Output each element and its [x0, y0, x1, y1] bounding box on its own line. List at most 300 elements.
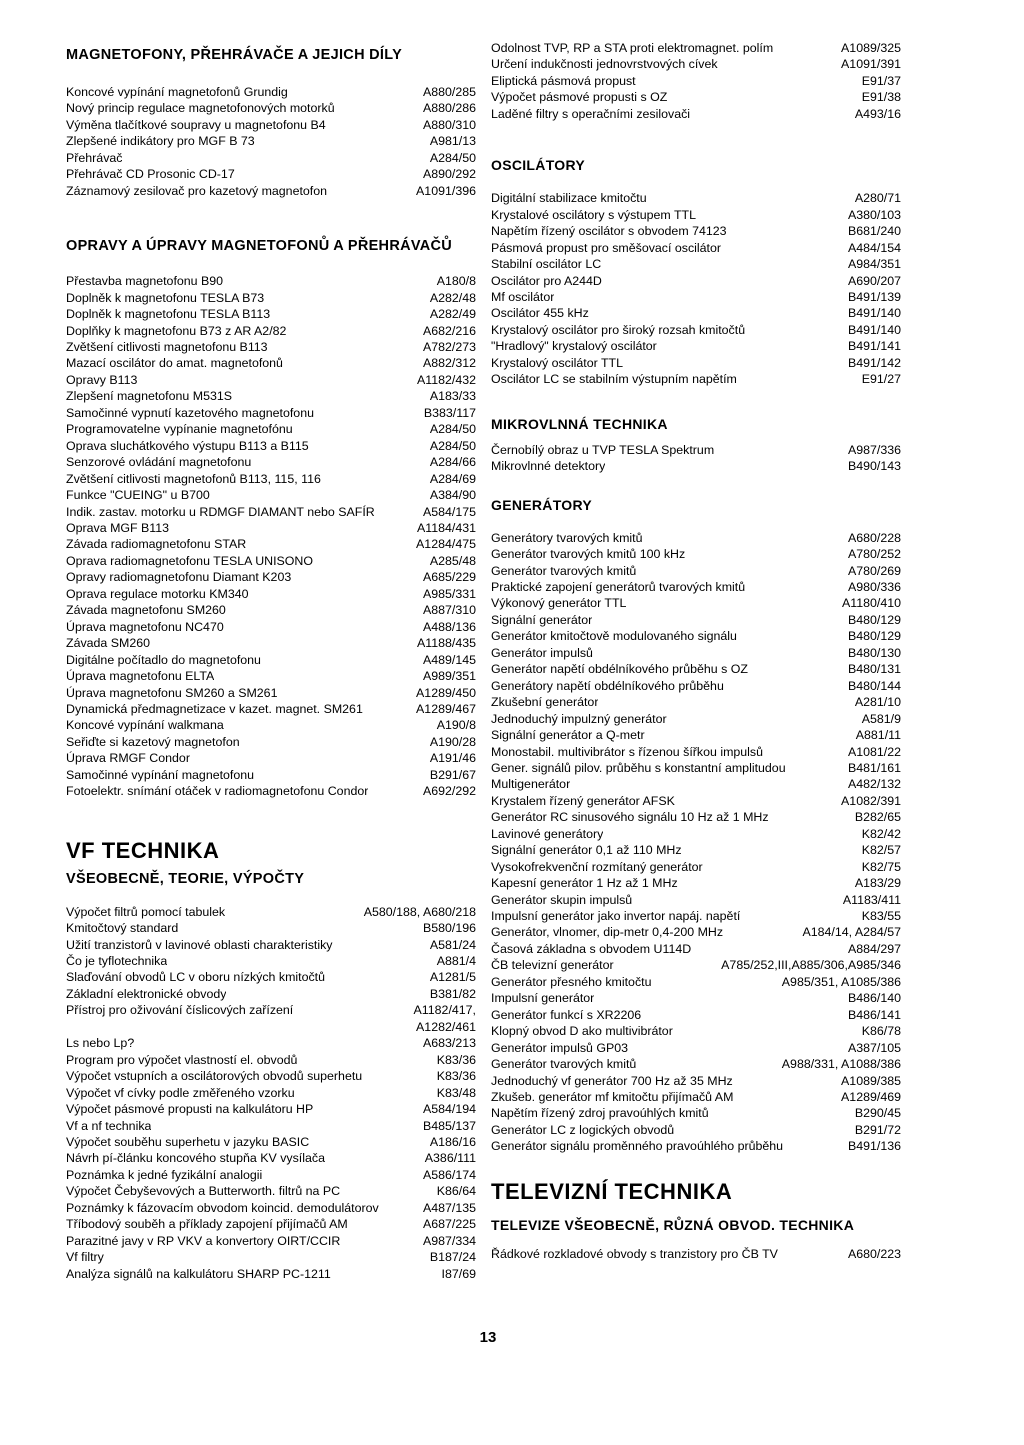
item-reference: A881/11	[855, 728, 901, 743]
list-item	[66, 1150, 476, 1166]
generatory-heading: GENERÁTORY	[491, 496, 593, 513]
item-reference: A988/331, A1088/386	[781, 1057, 901, 1072]
item-reference: B480/131	[847, 662, 901, 677]
item-title: Koncové vypínání walkmana	[66, 718, 224, 733]
item-title: Výkonový generátor TTL	[491, 596, 627, 611]
item-reference: I87/69	[441, 1266, 476, 1281]
list-item	[491, 563, 901, 579]
item-reference: B490/143	[847, 459, 901, 474]
page-number: 13	[479, 1329, 497, 1346]
list-item	[66, 1183, 476, 1199]
item-reference: A1183/411	[842, 892, 901, 907]
item-title: Tříbodový souběh a příklady zapojení přijímačů AM	[66, 1217, 348, 1232]
list-item	[491, 458, 901, 474]
item-title: Napětím řízený zdroj pravoúhlých kmitů	[491, 1106, 709, 1121]
magnetofony-heading: MAGNETOFONY, PŘEHRÁVAČE A JEJICH DÍLY	[66, 47, 403, 63]
item-reference: B486/140	[847, 991, 901, 1006]
item-reference: A1289/450	[416, 685, 476, 700]
item-title: Oprava MGF B113	[66, 520, 170, 535]
item-title: Generátory tvarových kmitů	[491, 530, 643, 545]
item-reference: A692/292	[422, 784, 476, 799]
mikrovlnna-list	[491, 442, 901, 475]
item-reference: A985/331	[422, 586, 476, 601]
vseobecne-list-a	[66, 904, 476, 1019]
item-title: Doplněk k magnetofonu TESLA B73	[66, 290, 265, 305]
item-reference: A489/145	[422, 652, 476, 667]
list-item	[491, 612, 901, 628]
list-item	[491, 1246, 901, 1262]
list-item	[66, 504, 476, 520]
item-reference: A484/154	[847, 240, 901, 255]
item-reference: A1188/435	[416, 636, 476, 651]
item-reference: A1089/325	[841, 41, 901, 55]
item-title: Generátor tvarových kmitů	[491, 563, 637, 578]
item-title: Slaďování obvodů LC v oboru nízkých kmitočtů	[66, 970, 326, 985]
item-title: Stabilní oscilátor LC	[491, 257, 602, 272]
list-item	[66, 438, 476, 454]
item-reference: B291/67	[429, 767, 476, 782]
item-title: Oscilátor 455 kHz	[491, 306, 589, 321]
list-item	[66, 1167, 476, 1183]
item-reference: A881/4	[436, 954, 476, 969]
list-item	[491, 273, 901, 289]
item-title: Výpočet souběhu superhetu v jazyku BASIC	[66, 1135, 310, 1150]
item-title: Vf filtry	[66, 1250, 104, 1265]
list-item	[491, 809, 901, 825]
item-title: Generátor signálu proměnného pravoúhlého průběhu	[491, 1139, 784, 1154]
list-item	[491, 56, 901, 72]
item-reference: A890/292	[422, 167, 476, 182]
vseobecne-continuation	[66, 1019, 476, 1035]
item-title: Výpočet vstupních a oscilátorových obvodů superhetu	[66, 1069, 363, 1084]
item-title: Generátor RC sinusového signálu 10 Hz až 1 MHz	[491, 810, 769, 825]
item-title: Oscilátor LC se stabilním výstupním napětím	[491, 372, 737, 387]
list-item	[491, 371, 901, 387]
item-title: Přehrávač CD Prosonic CD-17	[66, 167, 235, 182]
item-reference: A1184/431	[416, 520, 476, 535]
list-item	[491, 322, 901, 338]
item-reference: A586/174	[422, 1167, 476, 1182]
item-reference: B580/196	[422, 921, 476, 936]
item-reference: A984/351	[847, 257, 901, 272]
list-item	[66, 569, 476, 585]
list-item	[66, 1118, 476, 1134]
list-item	[66, 635, 476, 651]
item-title: Generátor přesného kmitočtu	[491, 974, 652, 989]
list-item	[66, 117, 476, 133]
item-reference: K83/48	[436, 1085, 476, 1100]
item-title: Pásmová propust pro směšovací oscilátor	[491, 240, 722, 255]
item-title: Mf oscilátor	[491, 289, 555, 304]
vseobecne-list-b	[66, 1035, 476, 1282]
list-item	[491, 256, 901, 272]
list-item	[66, 586, 476, 602]
item-title: Výpočet Čebyševových a Butterworth. filtrů na PC	[66, 1184, 341, 1199]
item-title: Výpočet pásmové propusti na kalkulátoru HP	[66, 1102, 314, 1117]
list-item	[66, 1134, 476, 1150]
list-item	[66, 520, 476, 536]
list-item	[66, 306, 476, 322]
item-title: Základní elektronické obvody	[66, 986, 227, 1001]
item-reference: B491/142	[847, 355, 901, 370]
item-reference: A981/13	[429, 134, 476, 149]
list-item	[491, 661, 901, 677]
item-reference: A780/269	[847, 563, 901, 578]
item-reference: A1182/417,	[413, 1003, 476, 1018]
item-title: Samočinné vypnutí kazetového magnetofonu	[66, 405, 314, 420]
item-title: Výpočet filtrů pomocí tabulek	[66, 904, 226, 919]
item-title: Výpočet pásmové propusti s OZ	[491, 90, 668, 105]
item-title: Senzorové ovládání magnetofonu	[66, 455, 252, 470]
item-reference: A680/223	[847, 1246, 901, 1261]
list-item	[66, 1249, 476, 1265]
list-item	[491, 1040, 901, 1056]
item-title: Ls nebo Lp?	[66, 1036, 135, 1051]
item-title: Lavinové generátory	[491, 826, 604, 841]
item-reference: A282/48	[429, 290, 476, 305]
item-title: Mazací oscilátor do amat. magnetofonů	[66, 356, 283, 371]
list-item	[66, 1101, 476, 1117]
item-title: Přestavba magnetofonu B90	[66, 274, 224, 289]
item-title: Nový princip regulace magnetofonových motorků	[66, 101, 335, 116]
generatory-list	[491, 530, 901, 1155]
item-title: Krystalový oscilátor pro široký rozsah kmitočtů	[491, 322, 746, 337]
list-item	[491, 530, 901, 546]
item-reference: A884/297	[847, 941, 901, 956]
list-item	[491, 240, 901, 256]
item-title: Praktické zapojení generátorů tvarových kmitů	[491, 579, 746, 594]
item-reference: K83/36	[436, 1069, 476, 1084]
item-reference: A184/14, A284/57	[802, 925, 901, 940]
list-item	[491, 40, 901, 56]
item-reference: A584/175	[422, 504, 476, 519]
item-title: Závada SM260	[66, 636, 151, 651]
item-title: Napětím řízený oscilátor s obvodem 74123	[491, 224, 727, 239]
item-reference: A880/285	[422, 85, 476, 99]
item-reference: A284/50	[429, 438, 476, 453]
item-reference: A191/46	[429, 751, 476, 766]
item-reference: A183/33	[429, 389, 476, 404]
list-item	[491, 1138, 901, 1154]
item-reference: A782/273	[422, 339, 476, 354]
item-title: Čo je tyflotechnika	[66, 954, 168, 969]
item-reference: B481/161	[847, 760, 901, 775]
televizni-technika-heading: TELEVIZNÍ TECHNIKA	[491, 1178, 733, 1204]
item-title: Impulsní generátor jako invertor napáj. napětí	[491, 909, 741, 924]
list-item	[491, 678, 901, 694]
item-reference: A284/50	[429, 150, 476, 165]
list-item	[491, 941, 901, 957]
list-item	[491, 338, 901, 354]
item-reference: A987/336	[847, 442, 901, 457]
list-item	[491, 957, 901, 973]
item-title: Krystalové oscilátory s výstupem TTL	[491, 207, 696, 222]
item-reference: A380/103	[847, 207, 901, 222]
item-reference: B480/144	[847, 678, 901, 693]
item-title: Přístroj pro oživování číslicových zařízení	[66, 1003, 294, 1018]
list-item	[491, 859, 901, 875]
item-title: ČB televizní generátor	[491, 958, 614, 973]
list-item	[66, 734, 476, 750]
item-title: Program pro výpočet vlastností el. obvodů	[66, 1052, 298, 1067]
item-reference: A482/132	[847, 777, 901, 792]
item-title: Opravy B113	[66, 372, 138, 387]
item-reference: A285/48	[429, 553, 476, 568]
item-title: Gener. signálů pilov. průběhu s konstantní amplitudou	[491, 760, 786, 775]
list-item	[491, 207, 901, 223]
item-title: Monostabil. multivibrátor s řízenou šířkou impulsů	[491, 744, 764, 759]
right-column	[491, 40, 901, 1262]
item-title: Programovatelne vypínanie magnetofónu	[66, 422, 293, 437]
list-item	[491, 628, 901, 644]
item-reference: A1289/467	[416, 701, 476, 716]
list-item	[491, 1007, 901, 1023]
item-reference: A1180/410	[841, 596, 901, 611]
item-reference: A882/312	[422, 356, 476, 371]
item-reference: K86/64	[436, 1184, 476, 1199]
list-item	[491, 442, 901, 458]
list-item	[491, 793, 901, 809]
item-reference: B480/129	[847, 629, 901, 644]
item-title: Krystalový oscilátor TTL	[491, 355, 623, 370]
list-item	[66, 701, 476, 717]
list-item	[491, 1105, 901, 1121]
item-reference: B486/141	[847, 1007, 901, 1022]
magnetofony-list	[66, 84, 476, 199]
item-title: Vf a nf technika	[66, 1118, 152, 1133]
item-reference: A386/111	[424, 1151, 476, 1166]
item-reference: A190/28	[429, 734, 476, 749]
item-reference: A880/286	[422, 101, 476, 116]
item-reference: B681/240	[847, 224, 901, 239]
item-title: Záznamový zesilovač pro kazetový magnetofon	[66, 183, 328, 198]
list-item	[66, 553, 476, 569]
mikrovlnna-heading: MIKROVLNNÁ TECHNIKA	[491, 415, 668, 432]
item-reference: A687/225	[422, 1217, 476, 1232]
item-title: Zlepšené indikátory pro MGF B 73	[66, 134, 255, 149]
list-item	[66, 1068, 476, 1084]
list-item	[66, 1266, 476, 1282]
item-title: Užití tranzistorů v lavinové oblasti charakteristiky	[66, 937, 333, 952]
item-reference: A1082/391	[841, 793, 901, 808]
item-title: Oprava sluchátkového výstupu B113 a B115	[66, 438, 309, 453]
list-item	[66, 750, 476, 766]
list-item	[66, 166, 476, 182]
list-item	[66, 1233, 476, 1249]
item-reference: A1091/391	[841, 57, 901, 72]
list-item	[66, 100, 476, 116]
item-title: Generátory napětí obdélníkového průběhu	[491, 678, 724, 693]
oscilatory-heading: OSCILÁTORY	[491, 157, 586, 174]
item-reference: K86/78	[861, 1024, 901, 1039]
item-reference: A887/310	[422, 603, 476, 618]
list-item	[66, 685, 476, 701]
list-item	[491, 355, 901, 371]
item-title: Zkušební generátor	[491, 695, 599, 710]
item-reference: K82/75	[861, 859, 901, 874]
vseobecne-heading: VŠEOBECNĚ, TEORIE, VÝPOČTY	[66, 870, 305, 887]
list-item	[66, 372, 476, 388]
item-reference: A190/8	[436, 718, 476, 733]
item-reference: B480/129	[847, 612, 901, 627]
item-reference: A580/188, A680/218	[363, 904, 476, 919]
list-item	[66, 536, 476, 552]
list-item	[66, 405, 476, 421]
item-reference: B383/117	[423, 405, 476, 420]
item-title: Generátor tvarových kmitů	[491, 1057, 637, 1072]
list-item	[491, 595, 901, 611]
item-title: "Hradlový" krystalový oscilátor	[491, 339, 657, 354]
opravy-heading: OPRAVY A ÚPRAVY MAGNETOFONŮ A PŘEHRÁVAČŮ	[66, 238, 453, 255]
item-title: Opravy radiomagnetofonu Diamant K203	[66, 570, 292, 585]
list-item	[491, 1089, 901, 1105]
continuation-reference: A1282/461	[416, 1019, 476, 1034]
list-item	[491, 974, 901, 990]
list-item	[491, 73, 901, 89]
list-item	[491, 1023, 901, 1039]
list-item	[66, 388, 476, 404]
item-title: Oprava regulace motorku KM340	[66, 586, 249, 601]
list-item	[66, 84, 476, 100]
item-title: Úprava magnetofonu SM260 a SM261	[66, 685, 278, 700]
list-item	[66, 1216, 476, 1232]
item-reference: B291/72	[854, 1122, 901, 1137]
list-item	[66, 183, 476, 199]
list-item	[491, 842, 901, 858]
item-title: Zkušeb. generátor mf kmitočtu přijímačů AM	[491, 1090, 734, 1105]
list-item	[491, 760, 901, 776]
item-title: Parazitné javy v RP VKV a konvertory OIRT/CCIR	[66, 1233, 341, 1248]
list-item	[491, 990, 901, 1006]
item-reference: A685/229	[422, 570, 476, 585]
item-title: Odolnost TVP, RP a STA proti elektromagnet. polím	[491, 41, 774, 55]
list-item	[66, 471, 476, 487]
item-reference: B491/139	[847, 289, 901, 304]
item-title: Řádkové rozkladové obvody s tranzistory pro ČB TV	[491, 1246, 778, 1261]
list-item	[66, 668, 476, 684]
list-item	[66, 454, 476, 470]
list-item	[66, 619, 476, 635]
list-item	[491, 924, 901, 940]
list-item	[491, 305, 901, 321]
item-title: Určení indukčnosti jednovrstvových cívek	[491, 57, 718, 72]
item-reference: A584/194	[422, 1102, 476, 1117]
item-title: Krystalem řízený generátor AFSK	[491, 793, 675, 808]
item-reference: A880/310	[422, 117, 476, 132]
item-reference: A284/66	[429, 455, 476, 470]
list-item	[491, 579, 901, 595]
item-reference: E91/37	[861, 73, 901, 88]
item-title: Závada radiomagnetofonu STAR	[66, 537, 247, 552]
filters-list	[491, 40, 901, 122]
item-title: Samočinné vypínání magnetofonu	[66, 767, 255, 782]
list-item	[491, 546, 901, 562]
item-reference: A280/71	[854, 191, 901, 206]
list-item	[491, 744, 901, 760]
item-reference: A680/228	[847, 530, 901, 545]
item-title: Oscilátor pro A244D	[491, 273, 602, 288]
item-reference: A980/336	[847, 579, 901, 594]
item-title: Poznámka k jedné fyzikální analogii	[66, 1167, 263, 1182]
item-reference: E91/38	[861, 90, 901, 105]
item-reference: B290/45	[854, 1106, 901, 1121]
item-reference: A487/135	[422, 1200, 476, 1215]
list-item	[491, 289, 901, 305]
item-title: Úprava RMGF Condor	[66, 751, 190, 766]
item-reference: K82/42	[861, 826, 901, 841]
item-title: Oprava radiomagnetofonu TESLA UNISONO	[66, 553, 314, 568]
list-item	[66, 339, 476, 355]
item-title: Generátor napětí obdélníkového průběhu s OZ	[491, 662, 748, 677]
item-title: Generátor impulsů GP03	[491, 1040, 629, 1055]
item-title: Seřiďte si kazetový magnetofon	[66, 734, 240, 749]
item-title: Vysokofrekvenční rozmítaný generátor	[491, 859, 703, 874]
item-reference: A1281/5	[429, 970, 476, 985]
item-reference: A682/216	[422, 323, 476, 338]
item-reference: A581/9	[861, 711, 901, 726]
item-title: Generátor funkcí s XR2206	[491, 1007, 642, 1022]
item-title: Signální generátor a Q-metr	[491, 728, 645, 743]
item-title: Zvětšení citlivosti magnetofonu B113	[66, 339, 268, 354]
item-reference: B480/130	[847, 645, 901, 660]
item-title: Fotoelektr. snímání otáček v radiomagnetofonu Condor	[66, 784, 369, 799]
item-title: Návrh pí-článku koncového stupňa KV vysílača	[66, 1151, 325, 1166]
item-title: Mikrovlnné detektory	[491, 459, 606, 474]
list-item	[491, 892, 901, 908]
list-item	[66, 355, 476, 371]
televize-list	[491, 1246, 901, 1262]
item-title: Úprava magnetofonu NC470	[66, 619, 224, 634]
list-item	[66, 783, 476, 799]
item-reference: A785/252,III,A885/306,A985/346	[721, 958, 901, 973]
item-reference: B282/65	[854, 810, 901, 825]
list-item	[491, 223, 901, 239]
list-item	[66, 602, 476, 618]
item-title: Indik. zastav. motorku u RDMGF DIAMANT nebo SAFÍR	[66, 504, 375, 519]
item-reference: A1081/22	[847, 744, 901, 759]
list-item	[66, 986, 476, 1002]
item-reference: A1284/475	[416, 537, 476, 552]
left-column	[66, 40, 476, 1282]
list-item	[491, 106, 901, 122]
item-title: Časová základna s obvodem U114D	[491, 941, 692, 956]
list-item	[491, 694, 901, 710]
list-item	[66, 904, 476, 920]
item-reference: A1182/432	[416, 372, 476, 387]
list-item	[66, 717, 476, 733]
item-reference: A985/351, A1085/386	[781, 974, 901, 989]
item-title: Doplněk k magnetofonu TESLA B113	[66, 307, 271, 322]
item-reference: A284/69	[429, 471, 476, 486]
item-reference: A780/252	[847, 547, 901, 562]
item-title: Kmitočtový standard	[66, 921, 179, 936]
opravy-list	[66, 273, 476, 800]
item-title: Generátor skupin impulsů	[491, 892, 633, 907]
item-reference: B491/140	[847, 322, 901, 337]
item-reference: A1089/385	[841, 1073, 901, 1088]
item-title: Generátor, vlnomer, dip-metr 0,4-200 MHz	[491, 925, 724, 940]
list-item	[66, 1035, 476, 1051]
item-reference: A183/29	[854, 876, 901, 891]
item-reference: A186/16	[429, 1135, 476, 1150]
list-item	[66, 920, 476, 936]
item-reference: A989/351	[422, 669, 476, 684]
item-title: Výpočet vf cívky podle změřeného vzorku	[66, 1085, 295, 1100]
list-item	[491, 1073, 901, 1089]
list-item	[491, 826, 901, 842]
item-reference: B491/140	[847, 306, 901, 321]
list-item	[66, 1200, 476, 1216]
